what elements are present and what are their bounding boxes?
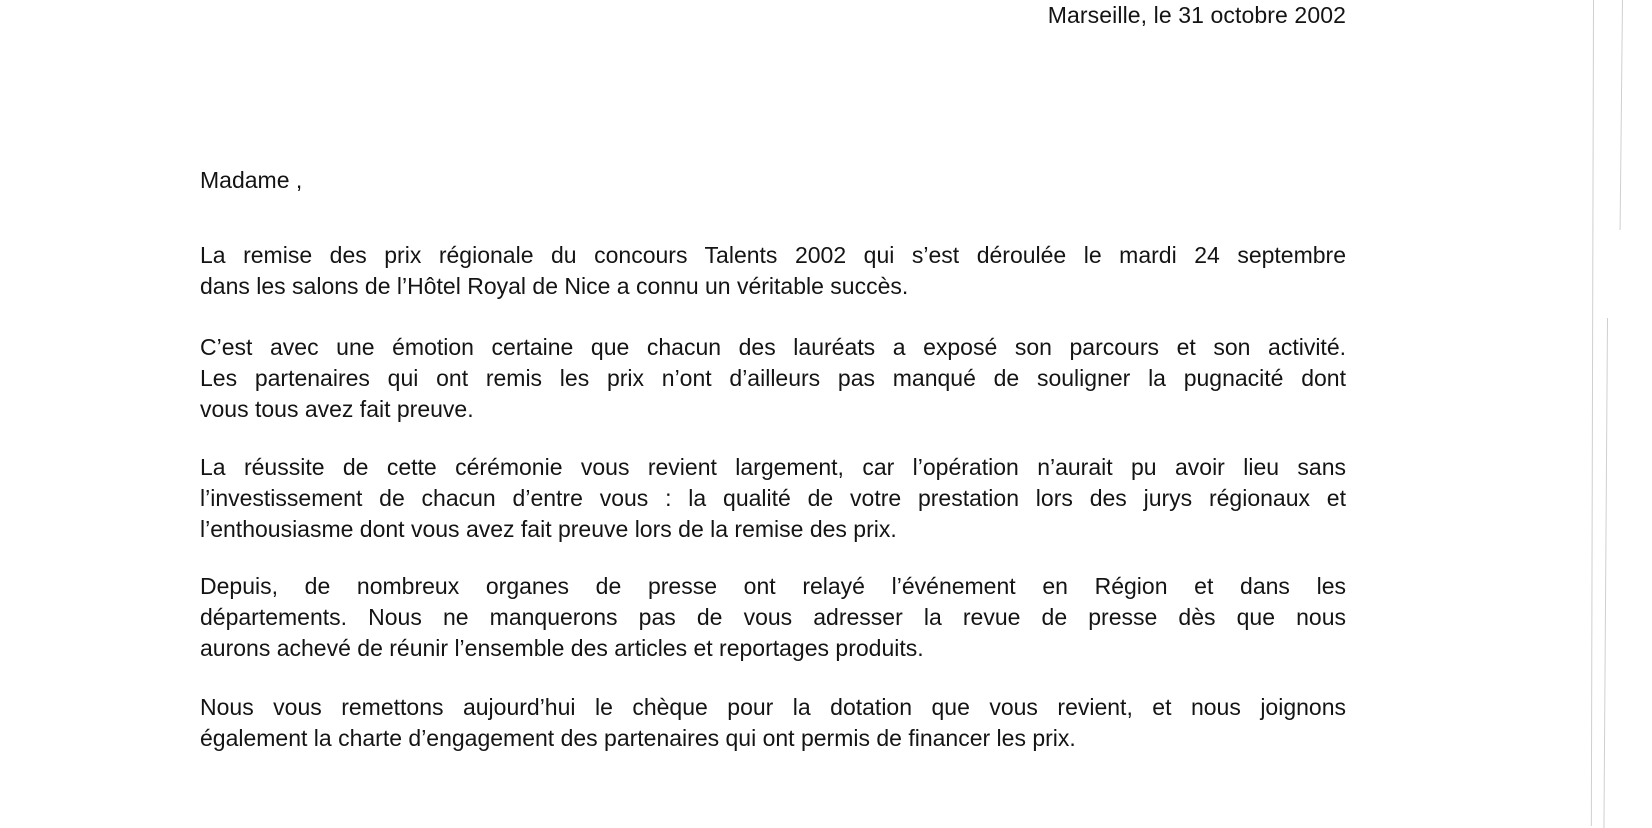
text-line: C’est avec une émotion certaine que chacun des lauréats a exposé son parcours et son activité.	[200, 334, 1346, 360]
text-line: également la charte d’engagement des partenaires qui ont permis de financer les prix.	[200, 725, 1076, 751]
text-line: l’enthousiasme dont vous avez fait preuve lors de la remise des prix.	[200, 516, 897, 542]
paragraph-ceremony-thanks	[200, 452, 1346, 545]
paragraph-ceremony-success	[200, 240, 1346, 302]
text-line: l’investissement de chacun d’entre vous : la qualité de votre prestation lors des jurys régionaux et	[200, 485, 1346, 511]
text-line: La remise des prix régionale du concours Talents 2002 qui s’est déroulée le mardi 24 septembre	[200, 242, 1346, 268]
text-line: Les partenaires qui ont remis les prix n’ont d’ailleurs pas manqué de souligner la pugnacité dont	[200, 365, 1346, 391]
scan-artifact-line	[1603, 318, 1608, 828]
text-line: dans les salons de l’Hôtel Royal de Nice a connu un véritable succès.	[200, 273, 909, 299]
place-and-date: Marseille, le 31 octobre 2002	[1047, 2, 1346, 28]
text-line: départements. Nous ne manquerons pas de vous adresser la revue de presse dès que nous	[200, 604, 1346, 630]
text-line: vous tous avez fait preuve.	[200, 396, 474, 422]
text-line: Nous vous remettons aujourd’hui le chèque pour la dotation que vous revient, et nous joignons	[200, 694, 1346, 720]
text-line: La réussite de cette cérémonie vous revient largement, car l’opération n’aurait pu avoir lieu sans	[200, 454, 1346, 480]
salutation: Madame ,	[200, 167, 303, 193]
paragraph-laureates-emotion	[200, 332, 1346, 425]
scan-artifact-line	[1591, 0, 1594, 826]
scan-artifact-line	[1620, 0, 1623, 230]
text-line: aurons achevé de réunir l’ensemble des articles et reportages produits.	[200, 635, 924, 661]
paragraph-cheque-charter	[200, 692, 1346, 754]
paragraph-press-coverage	[200, 571, 1346, 664]
text-line: Depuis, de nombreux organes de presse ont relayé l’événement en Région et dans les	[200, 573, 1346, 599]
